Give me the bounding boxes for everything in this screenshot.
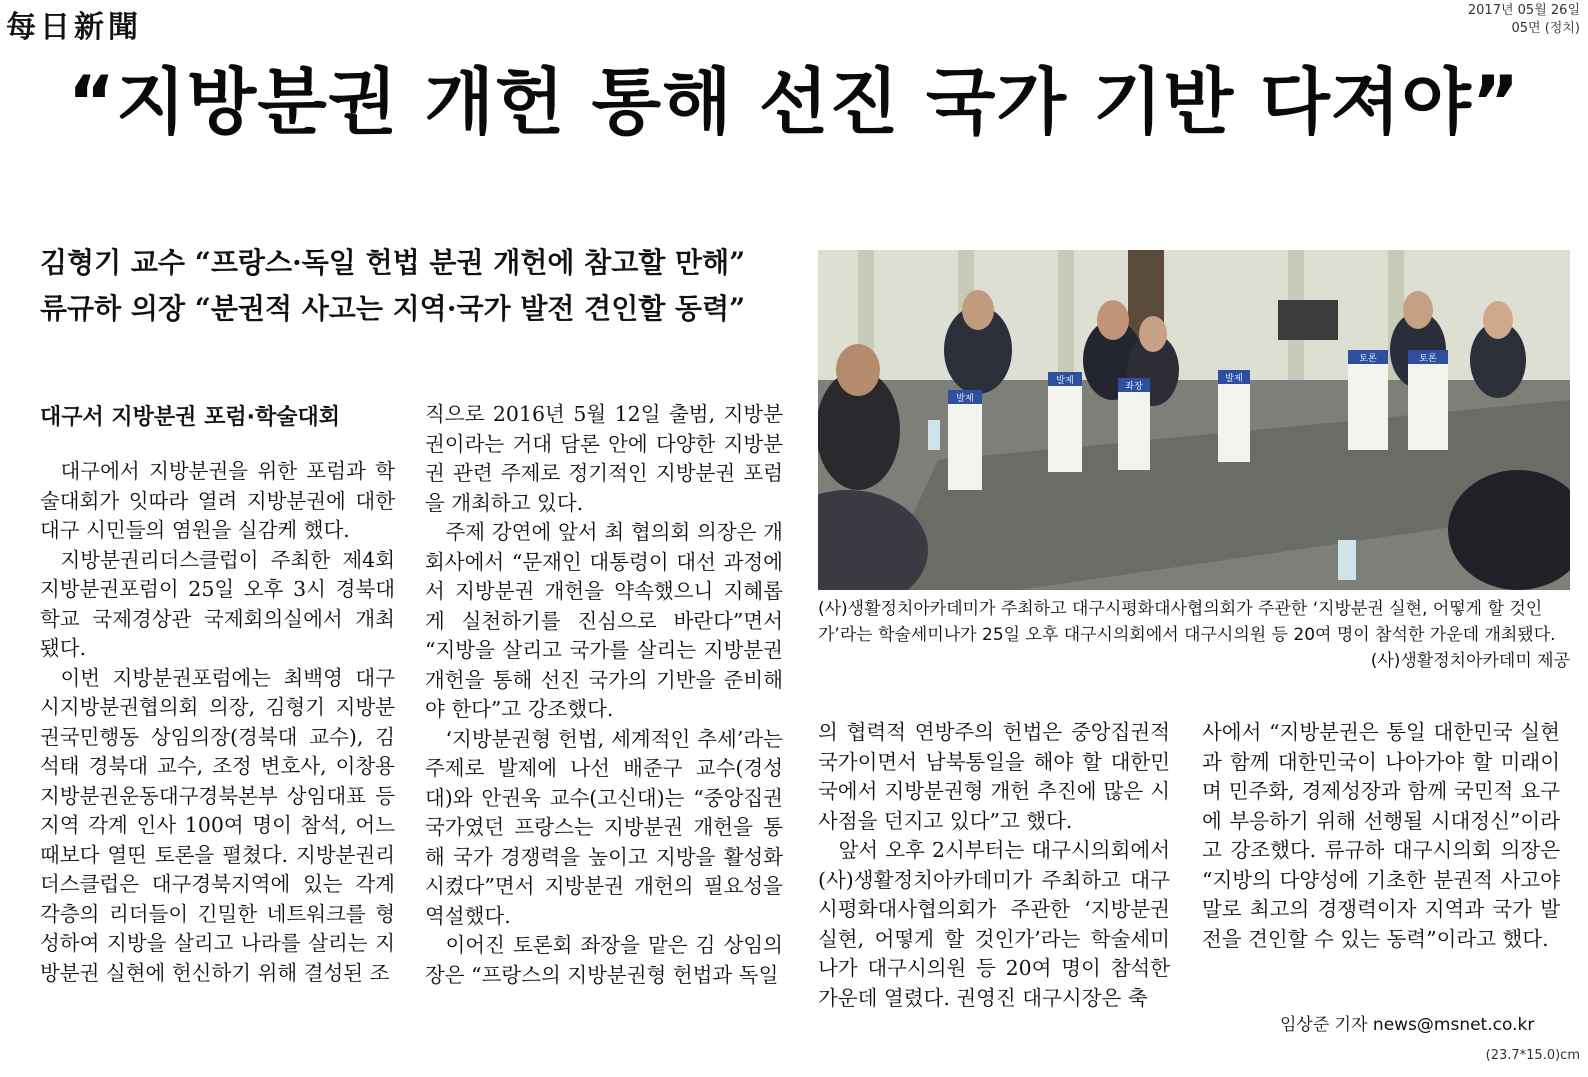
paragraph: 사에서 “지방분권은 통일 대한민국 실현과 함께 대한민국이 나아가야 할 미래이며 민주화, 경제성장과 함께 국민적 요구에 부응하기 위해 선행될 시대정신”이라고 강조했다. 류규하 대구시의회 의장은 “지방의 다양성에 기초한 분권적 사고야말로 최고의 경쟁력이자 지역과 국가 발전을 견인할 수 있는 동력”이라고 했다. xyxy=(1202,720,1560,951)
paragraph: 대구에서 지방분권을 위한 포럼과 학술대회가 잇따라 열려 지방분권에 대한 대구 시민들의 염원을 실감케 했다. xyxy=(40,459,395,542)
nameplate-1: 발제 xyxy=(956,394,974,404)
photo-caption xyxy=(818,596,1570,674)
paragraph: 앞서 오후 2시부터는 대구시의회에서 (사)생활정치아카데미가 주최하고 대구시평화대사협의회가 주관한 ‘지방분권 실현, 어떻게 할 것인가’라는 학술세미나가 대구시의원 등 20여 명이 참석한 가운데 열렸다. 권영진 대구시장은 축 xyxy=(818,838,1170,1010)
subheadlines xyxy=(40,240,810,332)
paragraph: 이번 지방분권포럼에는 최백영 대구시지방분권협의회 의장, 김형기 지방분권국민행동 상임의장(경북대 교수), 김석태 경북대 교수, 조정 변호사, 이창용 지방분권운동대구경북본부 상임대표 등 지역 각계 인사 100여 명이 참석, 어느 때보다 열띤 토론을 펼쳤다. 지방분권리더스클럽은 대구경북지역에 있는 각계 각층의 리더들이 긴밀한 네트워크를 형성하여 지방을 살리고 나라를 살리는 지방분권 실현에 헌신하기 위해 결성된 조 xyxy=(40,665,395,985)
article-column-2 xyxy=(425,400,783,990)
paragraph: 이어진 토론회 좌장을 맡은 김 상임의장은 “프랑스의 지방분권형 헌법과 독일 xyxy=(425,933,783,987)
subheadline-2: 류규하 의장 “분권적 사고는 지역·국가 발전 견인할 동력” xyxy=(40,292,746,325)
news-photo xyxy=(818,250,1570,590)
article-column-4 xyxy=(1202,718,1560,954)
issue-page: 05면 (정치) xyxy=(1511,21,1580,36)
headline: “지방분권 개헌 통해 선진 국가 기반 다져야” xyxy=(67,60,1521,144)
paragraph: 직으로 2016년 5월 12일 출범, 지방분권이라는 거대 담론 안에 다양한 지방분권 관련 주제로 정기적인 지방분권 포럼을 개최하고 있다. xyxy=(425,402,783,515)
nameplate-2: 발제 xyxy=(1056,376,1074,386)
nameplate-6: 토론 xyxy=(1419,354,1437,364)
paragraph: ‘지방분권형 헌법, 세계적인 추세’라는 주제로 발제에 나선 배준구 교수(경성대)와 안권욱 교수(고신대)는 “중앙집권국가였던 프랑스는 지방분권 개헌을 통해 국가 경쟁력을 높이고 지방을 활성화시켰다”면서 지방분권 개헌의 필요성을 역설했다. xyxy=(425,726,783,928)
paragraph: 의 협력적 연방주의 헌법은 중앙집권적 국가이면서 남북통일을 해야 할 대한민국에서 지방분권형 개헌 추진에 많은 시사점을 던지고 있다”고 했다. xyxy=(818,720,1170,833)
issue-meta xyxy=(1468,2,1580,38)
paragraph: 주제 강연에 앞서 최 협의회 의장은 개회사에서 “문재인 대통령이 대선 과정에서 지방분권 개헌을 약속했으니 지혜롭게 실천하기를 진심으로 바란다”면서 “지방을 살리고 국가를 살리는 지방분권 개헌을 통해 선진 국가의 기반을 준비해야 한다”고 강조했다. xyxy=(425,520,783,721)
nameplate-4: 발제 xyxy=(1225,374,1243,384)
clipping-size: (23.7*15.0)cm xyxy=(1485,1048,1580,1063)
photo-illustration xyxy=(818,250,1570,590)
caption-text: (사)생활정치아카데미가 주최하고 대구시평화대사협의회가 주관한 ‘지방분권 실현, 어떻게 할 것인가’라는 학술세미나가 25일 오후 대구시의회에서 대구시의원 등 20여 명이 참석한 가운데 개최됐다. xyxy=(818,599,1556,645)
article-column-1 xyxy=(40,457,395,988)
section-title: 대구서 지방분권 포럼·학술대회 xyxy=(40,405,340,430)
nameplate-5: 토론 xyxy=(1359,354,1377,364)
article-column-3 xyxy=(818,718,1170,1013)
subheadline-1: 김형기 교수 “프랑스·독일 헌법 분권 개헌에 참고할 만해” xyxy=(40,246,746,279)
photo-credit: (사)생활정치아카데미 제공 xyxy=(1370,651,1570,671)
paragraph: 지방분권리더스클럽이 주최한 제4회 지방분권포럼이 25일 오후 3시 경북대학교 국제경상관 국제회의실에서 개최됐다. xyxy=(40,547,395,660)
masthead-logo: 每日新聞 xyxy=(6,10,142,45)
issue-date: 2017년 05월 26일 xyxy=(1467,3,1580,18)
byline: 임상준 기자 news@msnet.co.kr xyxy=(1280,1015,1535,1035)
nameplate-3: 좌장 xyxy=(1125,382,1143,392)
